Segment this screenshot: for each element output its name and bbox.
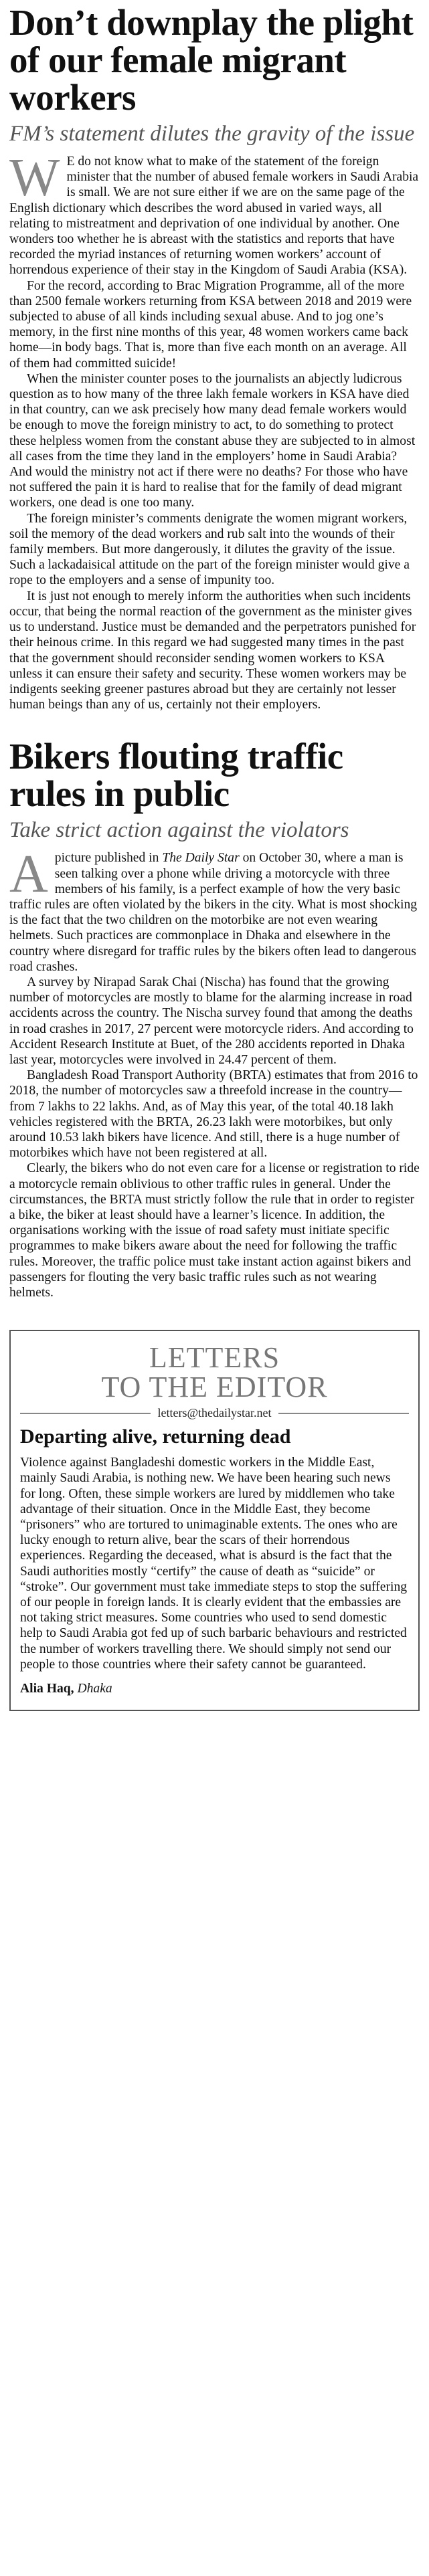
article-paragraph: Clearly, the bikers who do not even care for a license or registration to ride a motorcycle remain oblivious to other traffic rules in general. Under the circumstances, the BRTA must strictly follow the rule that in order to register a bike, the biker at least should have a learner’s licence. In addition, the organisations working with the issue of road safety must initiate specific programmes to make bikers aware about the need for following the traffic rules. Moreover, the traffic police must take instant action against bikers and passengers for flouting the very basic traffic rules such as not wearing helmets. xyxy=(9,1161,420,1300)
article-paragraph: A survey by Nirapad Sarak Chai (Nischa) has found that the growing number of motorcycles are mostly to blame for the alarming increase in road accidents across the country. The Nischa survey found that among the deaths in road crashes in 2017, 27 percent were motorcycle riders. And according to Accident Research Institute at Buet, of the 280 accidents reported in Dhaka last year, motorcycles were involved in 24.47 percent of them. xyxy=(9,975,414,1067)
editorial-article-migrant-workers xyxy=(9,4,420,712)
article-subhead: Take strict action against the violators xyxy=(9,818,349,843)
divider xyxy=(20,1413,151,1414)
drop-cap: W xyxy=(9,148,60,207)
divider xyxy=(278,1413,409,1414)
article-paragraph: Bangladesh Road Transport Authority (BRTA) estimates that from 2016 to 2018, the number of motorcycles saw a threefold increase in the country—from 7 lakhs to 22 lakhs. And, as of May this year, of the total 40.18 lakh vehicles registered with the BRTA, 26.23 lakh were motorbikes, but only around 10.53 lakh bikers have licence. And still, there is a huge number of motorbikes which have not been registered at all. xyxy=(9,1068,418,1161)
letter-body: Violence against Bangladeshi domestic workers in the Middle East, mainly Saudi Arabia, is nothing new. We have been hearing such news for long. Often, these simple workers are lured by middlemen who take advantage of their situation. Once in the Middle East, they become “prisoners” who are tortured to unimaginable extents. The ones who are lucky enough to return alive, bear the scars of their horrendous experiences. Regarding the deceased, what is absurd is the fact that the Saudi authorities mostly “certify” the cause of death as “suicide” or “stroke”. Our government must take immediate steps to stop the suffering of our people in foreign lands. It is clearly evident that the embassies are not taking strict measures. Some countries who used to send domestic help to Saudi Arabia got fed up of such barbaric behaviours and restricted the number of workers travelling there. We should simply not send our people to those countries where their safety cannot be guaranteed. xyxy=(20,1456,408,1672)
letters-to-the-editor-box xyxy=(9,1330,420,1711)
letters-title-line2: TO THE EDITOR xyxy=(101,1371,328,1404)
article-paragraph: When the minister counter poses to the journalists an abjectly ludicrous question as to how many of the three lakh female workers in KSA have died in that country, can we ask precisely how many dead female workers would be enough to move the foreign ministry to act, to do something to protect these helpless women from the constant abuse they are subjected to in almost all cases from the time they land in the employers’ home in Saudi Arabia? And would the ministry not act if there were no deaths? For those who have not suffered the pain it is hard to realise that for the family of dead migrant workers, one dead is one too many. xyxy=(9,371,416,510)
article-body xyxy=(9,845,420,1300)
article-body xyxy=(9,148,420,712)
letter-signature xyxy=(20,1682,409,1696)
email-row xyxy=(20,1406,409,1420)
article-paragraph: The foreign minister’s comments denigrate the women migrant workers, soil the memory of the dead workers and rub salt into the wounds of their family members. But more dangerously, it dilutes the gravity of the issue. Such a lackadaisical attitude on the part of the foreign minister would give a rope to the employers and a sense of impunity too. xyxy=(9,511,410,588)
article-paragraph: It is just not enough to merely inform the authorities when such incidents occur, that being the normal reaction of the government as the minister gives us to understand. Justice must be demanded and the perpetrators punished for their heinous crime. In this regard we had suggested many times in the past that the government should reconsider sending women workers to KSA unless it can ensure their safety and security. These women workers may be indigents seeking greener pastures abroad but they are certainly not lesser human beings than any of us, certainly not their employers. xyxy=(9,589,416,712)
letter-headline: Departing alive, returning dead xyxy=(20,1425,291,1448)
paragraph-text: E do not know what to make of the statement of the foreign minister that the number of abused female workers in Saudi Arabia is small. We are not sure either if we are on the same page of the English dictionary which describes the word abused in varied ways, all relating to mistreatment and deprivation of one individual by another. One wonders too whether he is abreast with the statistics and reports that have recorded the myriad instances of returning women workers’ account of horrendous experience of their stay in the Kingdom of Saudi Arabia (KSA). xyxy=(9,155,419,278)
author-name: Alia Haq, xyxy=(20,1682,74,1696)
article-paragraph xyxy=(9,845,420,975)
article-headline: Bikers flouting traffic rules in public xyxy=(9,736,343,815)
letters-title-line1: LETTERS xyxy=(149,1341,280,1375)
author-location: Dhaka xyxy=(77,1682,112,1696)
paragraph-text: picture published in xyxy=(54,851,163,866)
article-headline: Don’t downplay the plight of our female migrant workers xyxy=(9,2,414,118)
article-subhead: FM’s statement dilutes the gravity of the issue xyxy=(9,122,415,146)
newspaper-name: The Daily Star xyxy=(162,851,240,866)
editorial-article-bikers xyxy=(9,738,420,1300)
article-paragraph: For the record, according to Brac Migration Programme, all of the more than 2500 female workers returning from KSA between 2018 and 2019 were subjected to abuse of all kinds including sexual abuse. And to jog one’s memory, in the first nine months of this year, 48 women workers came back home—in body bags. That is, more than five each month on an average. All of them had committed suicide! xyxy=(9,278,412,371)
paragraph-text: on October 30, where a man is seen talking over a phone while driving a motorcycle with three members of his family, is a perfect example of how the very basic traffic rules are often violated by the bikers in the city. What is most shocking is the fact that the two children on the motorbike are not even wearing helmets. Such practices are commonplace in Dhaka and elsewhere in the country where disregard for traffic rules by the bikers often lead to dangerous road crashes. xyxy=(9,851,418,974)
editor-email-link[interactable]: letters@thedailystar.net xyxy=(157,1406,272,1420)
drop-cap: A xyxy=(9,845,48,904)
article-paragraph xyxy=(9,148,420,278)
